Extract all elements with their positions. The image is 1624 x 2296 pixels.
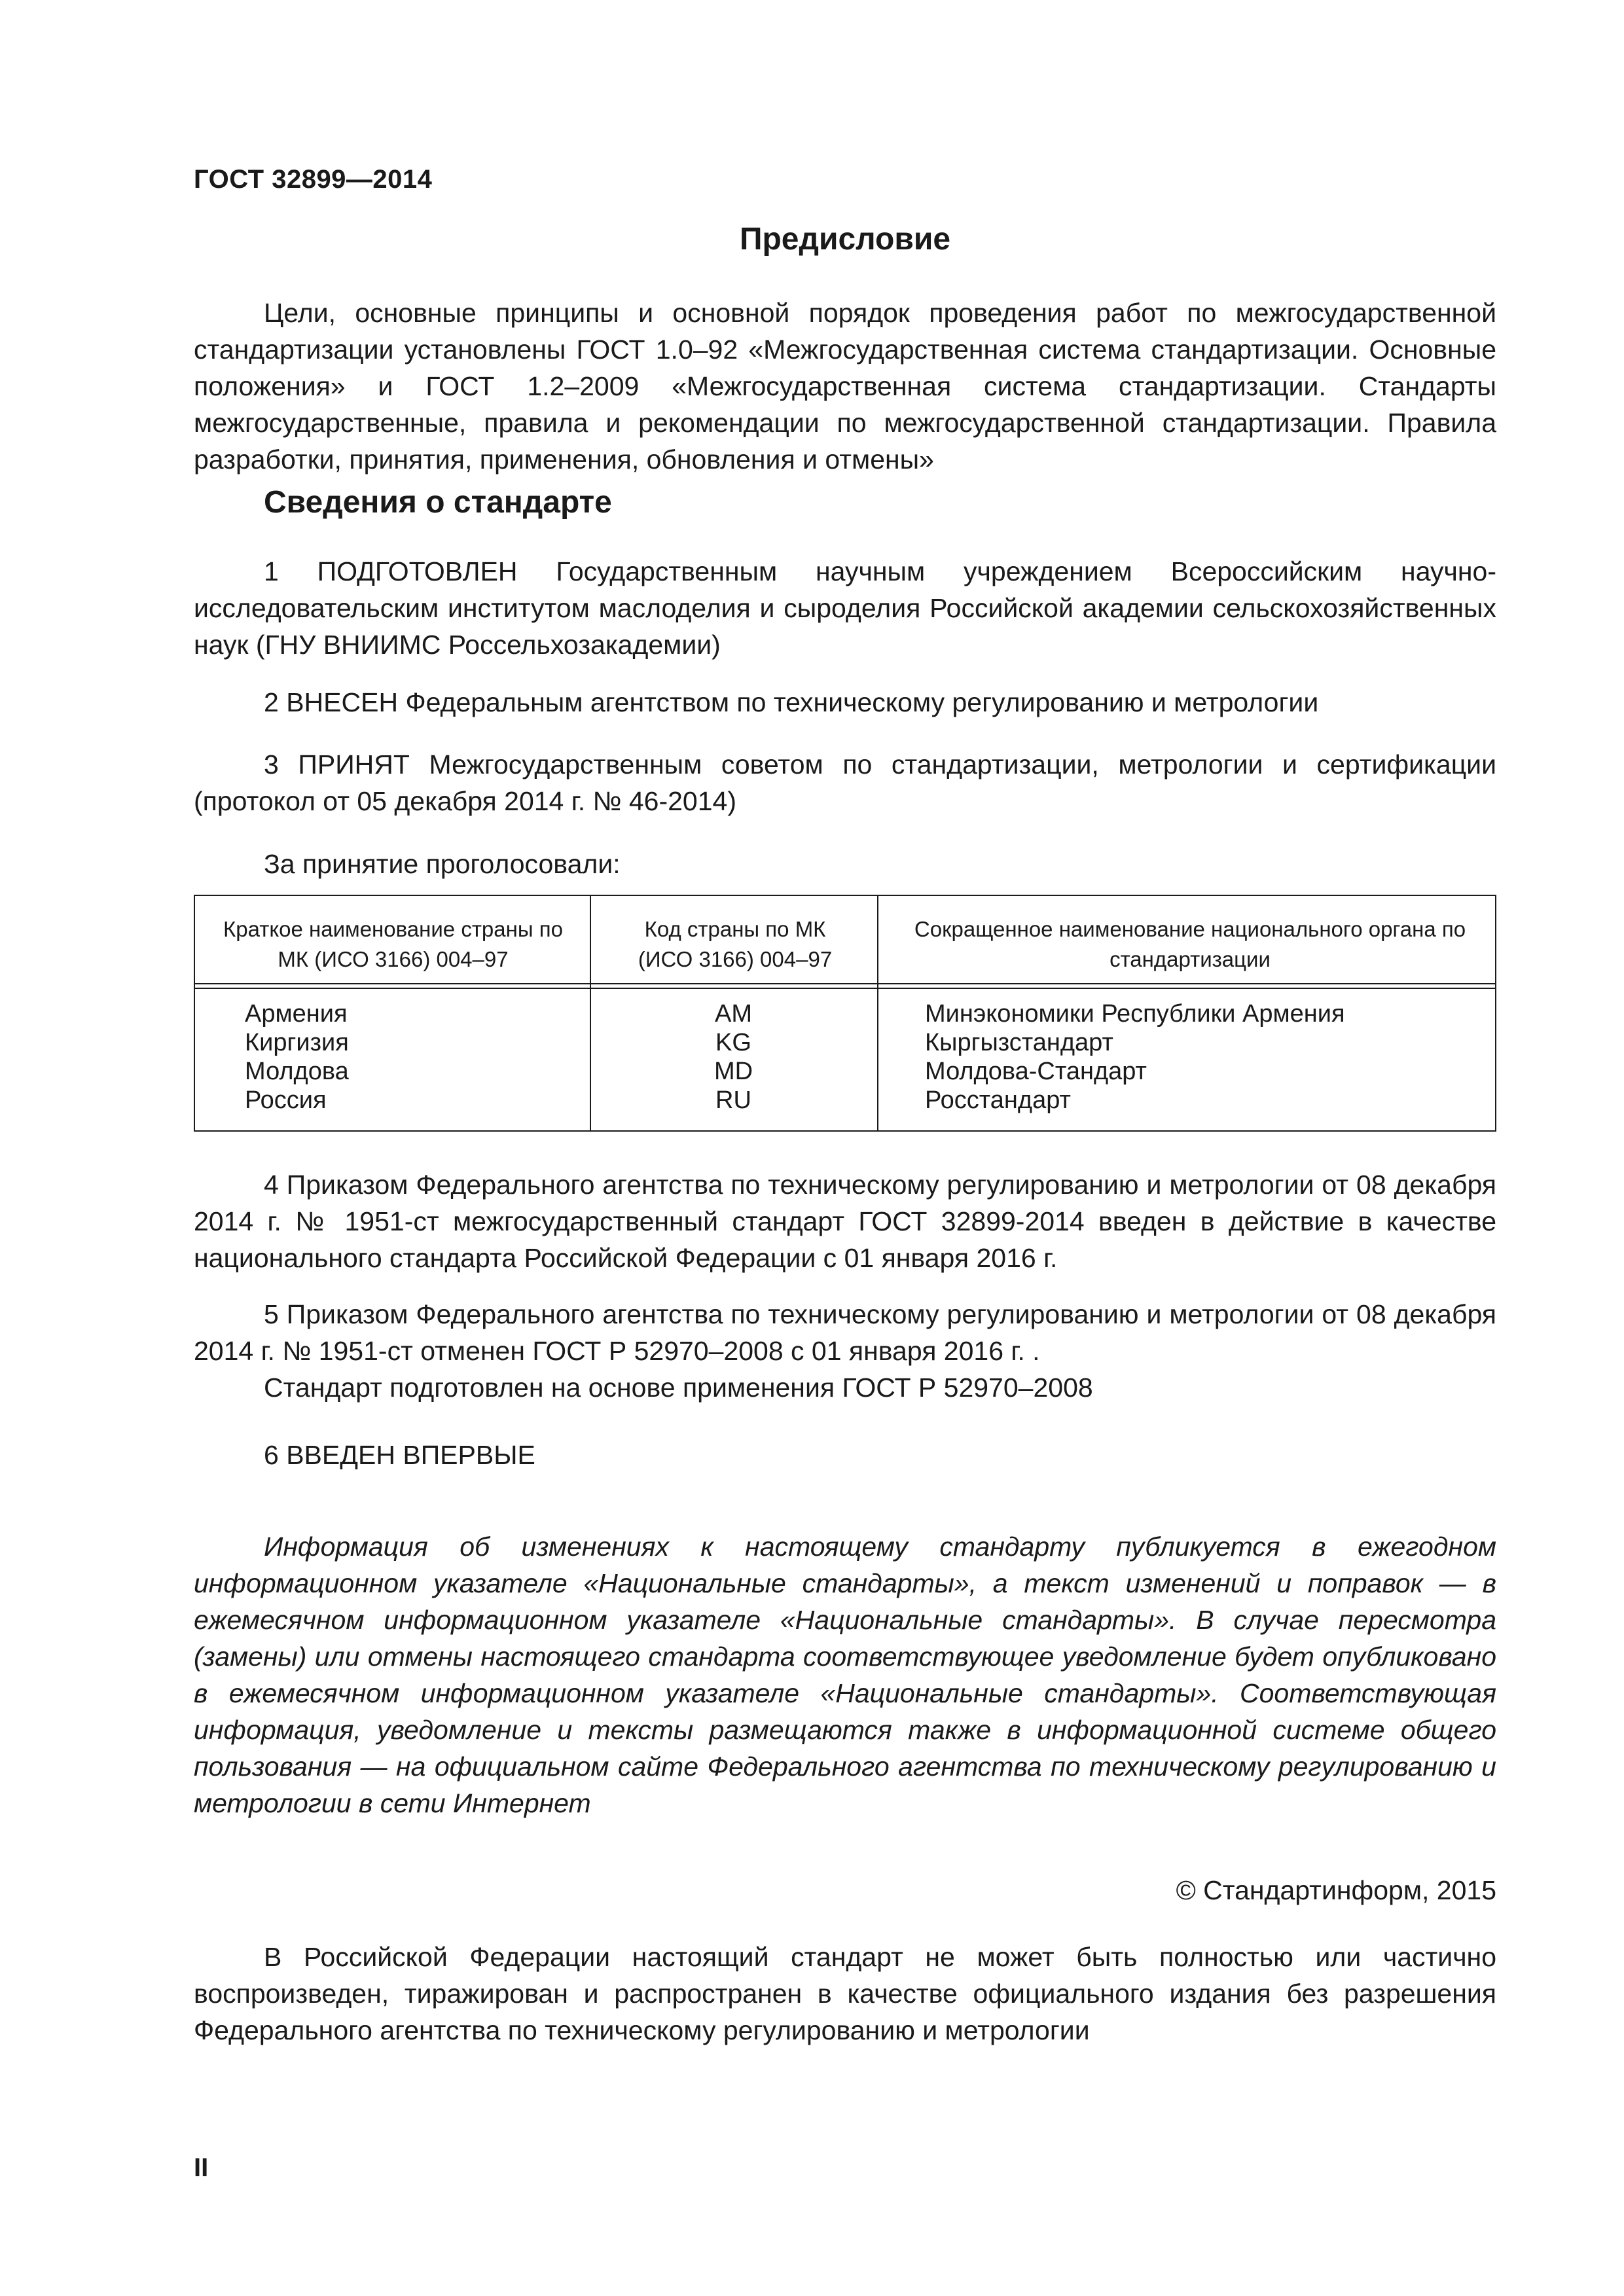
info-item-4: 4 Приказом Федерального агентства по техническому регулированию и метрологии от 08 декабря 2014 г. № 1951-ст межгосударственный стандарт ГОСТ 32899-2014 введен в действие в качестве национального стандарта Российской Федерации с 01 января 2016 г. [194,1170,1496,1273]
table-cell-country: Россия [245,1086,327,1114]
info-item-3: 3 ПРИНЯТ Межгосударственным советом по стандартизации, метрологии и сертификации (протокол от 05 декабря 2014 г. № 46-2014) [194,749,1496,816]
table-cell-country: Армения [245,1000,348,1028]
info-item-5: 5 Приказом Федерального агентства по техническому регулированию и метрологии от 08 декабря 2014 г. № 1951-ст отменен ГОСТ Р 52970–2008 с 01 января 2016 г. . [194,1299,1496,1366]
table-header-code: Код страны по МК (ИСО 3166) 004–97 [638,917,833,971]
voting-table [194,895,1496,1132]
table-header-divider [195,988,1495,989]
table-cell-body: Минэкономики Республики Армения [925,1000,1345,1028]
table-column-divider [877,896,878,1130]
foreword-title: Предисловие [739,222,951,257]
table-cell-code: AM [715,1000,752,1028]
table-header-country: Краткое наименование страны по МК (ИСО 3166) 004–97 [223,917,563,971]
table-cell-code: RU [715,1086,751,1114]
table-header-body: Сокращенное наименование национального органа по стандартизации [914,917,1466,971]
copyright: © Стандартинформ, 2015 [1176,1875,1496,1905]
reproduction-notice: В Российской Федерации настоящий стандарт не может быть полностью или частично воспроизведен, тиражирован и распространен в качестве официального издания без разрешения Федерального агентства по техническому регулированию и метрологии [194,1942,1496,2045]
page-number: II [194,2153,209,2182]
vote-intro: За принятие проголосовали: [264,849,621,879]
info-item-5-note: Стандарт подготовлен на основе применения ГОСТ Р 52970–2008 [264,1372,1093,1403]
standard-info-title: Сведения о стандарте [264,485,612,520]
changes-information: Информация об изменениях к настоящему стандарту публикуется в ежегодном информационном указателе «Национальные стандарты», а текст изменений и поправок — в ежемесячном информационном указателе «Национальные стандарты». В случае пересмотра (замены) или отмены настоящего стандарта соответствующее уведомление будет опубликовано в ежемесячном информационном указателе «Национальные стандарты». Соответствующая информация, уведомление и тексты размещаются также в информационной системе общего пользования — на официальном сайте Федерального агентства по техническому регулированию и метрологии в сети Интернет [194,1532,1496,1818]
document-code: ГОСТ 32899—2014 [194,165,433,194]
table-cell-country: Киргизия [245,1029,349,1056]
table-cell-code: KG [715,1029,751,1056]
table-cell-body: Кыргызстандарт [925,1029,1113,1056]
table-cell-code: MD [713,1058,753,1085]
foreword-text: Цели, основные принципы и основной порядок проведения работ по межгосударственной стандартизации установлены ГОСТ 1.0–92 «Межгосударственная система стандартизации. Основные положения» и ГОСТ 1.2–2009 «Межгосударственная система стандартизации. Стандарты межгосударственные, правила и рекомендации по межгосударственной стандартизации. Правила разработки, принятия, применения, обновления и отмены» [194,298,1496,475]
table-cell-body: Росстандарт [925,1086,1071,1114]
info-item-2: 2 ВНЕСЕН Федеральным агентством по техническому регулированию и метрологии [264,687,1319,717]
table-cell-body: Молдова-Стандарт [925,1058,1147,1085]
info-item-1: 1 ПОДГОТОВЛЕН Государственным научным учреждением Всероссийским научно-исследовательским институтом маслоделия и сыроделия Российской академии сельскохозяйственных наук (ГНУ ВНИИМС Россельхозакадемии) [194,556,1496,660]
table-cell-country: Молдова [245,1058,349,1085]
info-item-6: 6 ВВЕДЕН ВПЕРВЫЕ [264,1440,535,1470]
table-header-divider [195,983,1495,984]
